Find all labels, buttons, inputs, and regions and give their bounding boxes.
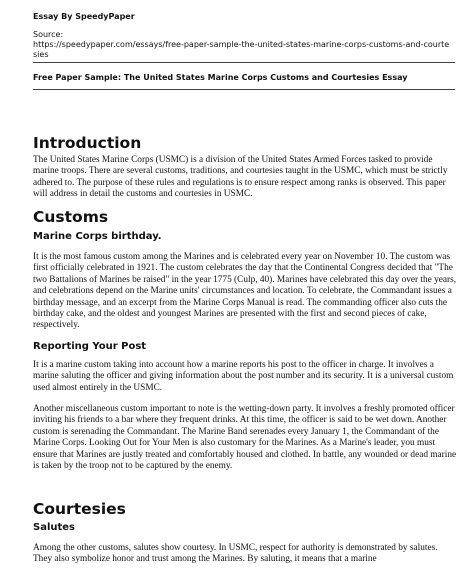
heading-customs: Customs <box>33 208 109 226</box>
document-title: Free Paper Sample: The United States Marine Corps Customs and Courtesies Essay <box>33 73 408 82</box>
heading-introduction: Introduction <box>33 134 142 152</box>
wetting-down-paragraph: Another miscellaneous custom important to note is the wetting-down party. It involves a freshly promoted officer inviting his friends to a bar where they frequent drinks. At this time, the officer is said to be wet down. Another custom is serenading the Commandant. The Marine Band serenades every January 1, the Commandant of the Marine Corps. Looking Out for Your Men is also customary for the Marines. As a Marine's leader, you must ensure that Marines are justly treated and comfortably housed and clothed. In battle, any wounded or dead marine is taken by the troop not to be captured by the enemy. <box>33 404 457 472</box>
heading-courtesies: Courtesies <box>33 500 126 518</box>
reporting-paragraph: It is a marine custom taking into account how a marine reports his post to the officer in charge. It involves a marine saluting the officer and giving information about the post number and its security. It is a universal custom used almost entirely in the USMC. <box>33 360 454 393</box>
title-divider <box>33 89 455 90</box>
source-link[interactable]: https://speedypaper.com/essays/free-paper-sample-the-united-states-marine-corps-customs-and-courtesies <box>33 40 450 59</box>
heading-reporting-your-post: Reporting Your Post <box>33 341 147 352</box>
site-credit: Essay By SpeedyPaper <box>33 12 135 21</box>
header-divider <box>33 62 455 63</box>
birthday-paragraph: It is the most famous custom among the Marines and is celebrated every year on November 10. The custom was first officially celebrated in 1921. The custom celebrates the day that the Continental Congress decided that "The two Battalions of Marines be raised" in the year 1775 (Culp, 40). Marines have celebrated this day over the years, and celebrations depend on the Marine units' circumstances and location. To celebrate, the Commandant issues a birthday message, and an excerpt from the Marine Corps Manual is read. The commanding officer also cuts the birthday cake, and the oldest and youngest Marines are presented with the first and second pieces of cake, respectively. <box>33 252 457 331</box>
heading-marine-corps-birthday: Marine Corps birthday. <box>33 231 162 242</box>
introduction-paragraph: The United States Marine Corps (USMC) is a division of the United States Armed Forces tasked to provide marine troops. There are several customs, traditions, and courtesies taught in the USMC, which must be strictly adhered to. The purpose of these rules and regulations is to ensure respect among ranks is observed. This paper will address in detail the customs and courtesies in USMC. <box>33 155 448 200</box>
source-label: Source: <box>33 30 64 39</box>
heading-salutes: Salutes <box>33 522 76 533</box>
salutes-paragraph: Among the other customs, salutes show courtesy. In USMC, respect for authority is demonstrated by salutes. They also symbolize honor and trust among the Marines. By saluting, it means that a marine <box>33 543 438 565</box>
